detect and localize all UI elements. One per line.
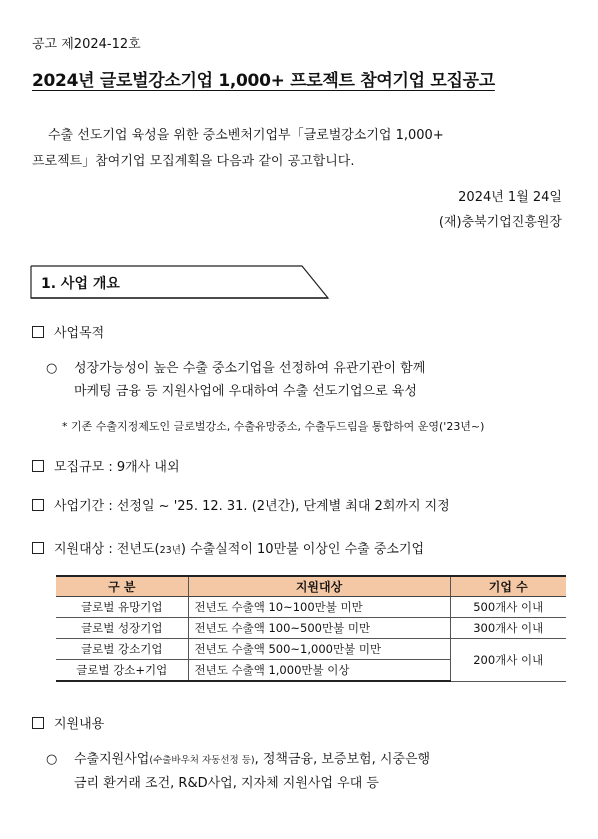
row-target: 전년도 수출액 1,000만불 이상 bbox=[188, 660, 450, 682]
purpose-detail bbox=[46, 357, 425, 403]
content-line-1a: 수출지원사업 bbox=[74, 752, 150, 767]
purpose-line-1: 성장가능성이 높은 수출 중소기업을 선정하여 유관기관이 함께 bbox=[74, 361, 426, 376]
content-line-1-small: (수출바우처 자동선정 등) bbox=[149, 755, 255, 766]
table-row bbox=[56, 639, 566, 660]
header-category: 구 분 bbox=[56, 576, 188, 597]
table-header-row bbox=[56, 576, 566, 597]
purpose-label: 사업목적 bbox=[54, 326, 105, 341]
row-category: 글로벌 강소기업 bbox=[56, 639, 188, 660]
announcement-date: 2024년 1월 24일 bbox=[458, 190, 562, 205]
content-line-1b: , 정책금융, 보증보험, 시중은행 bbox=[254, 752, 431, 767]
content-label: 지원내용 bbox=[54, 717, 105, 732]
period-text: 사업기간 : 선정일 ~ '25. 12. 31. (2년간), 단계별 최대 2회까지 지정 bbox=[54, 499, 450, 514]
purpose-note: * 기존 수출지정제도인 글로벌강소, 수출유망중소, 수출두드림을 통합하여 운영('23년~) bbox=[62, 420, 485, 433]
content-detail bbox=[46, 748, 430, 795]
checkbox-square-icon bbox=[32, 326, 44, 338]
section-heading-box bbox=[30, 265, 328, 298]
checkbox-square-icon bbox=[32, 460, 44, 472]
period-item bbox=[32, 495, 450, 514]
notice-number: 공고 제2024-12호 bbox=[32, 37, 141, 52]
purpose-item bbox=[32, 322, 104, 341]
intro-line-1: 수출 선도기업 육성을 위한 중소벤처기업부「글로벌강소기업 1,000+ bbox=[48, 128, 444, 143]
row-target: 전년도 수출액 10~100만불 미만 bbox=[188, 597, 450, 618]
content-line-2: 금리 환거래 조건, R&D사업, 지자체 지원사업 우대 등 bbox=[74, 776, 379, 791]
target-year: 23년 bbox=[159, 545, 181, 556]
scale-text: 모집규모 : 9개사 내외 bbox=[54, 460, 180, 475]
checkbox-square-icon bbox=[32, 717, 44, 729]
row-count: 300개사 이내 bbox=[450, 618, 566, 639]
checkbox-square-icon bbox=[32, 542, 44, 554]
content-item bbox=[32, 713, 104, 732]
row-category: 글로벌 성장기업 bbox=[56, 618, 188, 639]
row-category: 글로벌 강소+기업 bbox=[56, 660, 188, 682]
scale-item bbox=[32, 456, 180, 475]
row-category: 글로벌 유망기업 bbox=[56, 597, 188, 618]
page-title: 2024년 글로벌강소기업 1,000+ 프로젝트 참여기업 모집공고 bbox=[32, 71, 495, 91]
table-row bbox=[56, 597, 566, 618]
purpose-line-2: 마케팅 금융 등 지원사업에 우대하여 수출 선도기업으로 육성 bbox=[74, 384, 417, 399]
target-item bbox=[32, 538, 424, 557]
intro-line-2: 프로젝트」참여기업 모집계획을 다음과 같이 공고합니다. bbox=[32, 154, 355, 169]
target-prefix: 지원대상 : 전년도( bbox=[54, 542, 160, 557]
section-title: 1. 사업 개요 bbox=[41, 276, 120, 292]
issuing-organization: (재)충북기업진흥원장 bbox=[438, 215, 562, 230]
table-row bbox=[56, 618, 566, 639]
circle-bullet-icon: ○ bbox=[46, 361, 58, 376]
row-count: 500개사 이내 bbox=[450, 597, 566, 618]
row-count: 200개사 이내 bbox=[450, 639, 566, 682]
circle-bullet-icon: ○ bbox=[46, 752, 58, 767]
checkbox-square-icon bbox=[32, 499, 44, 511]
header-count: 기업 수 bbox=[450, 576, 566, 597]
target-suffix: ) 수출실적이 10만불 이상인 수출 중소기업 bbox=[180, 542, 425, 557]
header-target: 지원대상 bbox=[188, 576, 450, 597]
row-target: 전년도 수출액 500~1,000만불 미만 bbox=[188, 639, 450, 660]
intro-paragraph bbox=[32, 123, 444, 175]
support-table bbox=[56, 575, 566, 682]
row-target: 전년도 수출액 100~500만불 미만 bbox=[188, 618, 450, 639]
